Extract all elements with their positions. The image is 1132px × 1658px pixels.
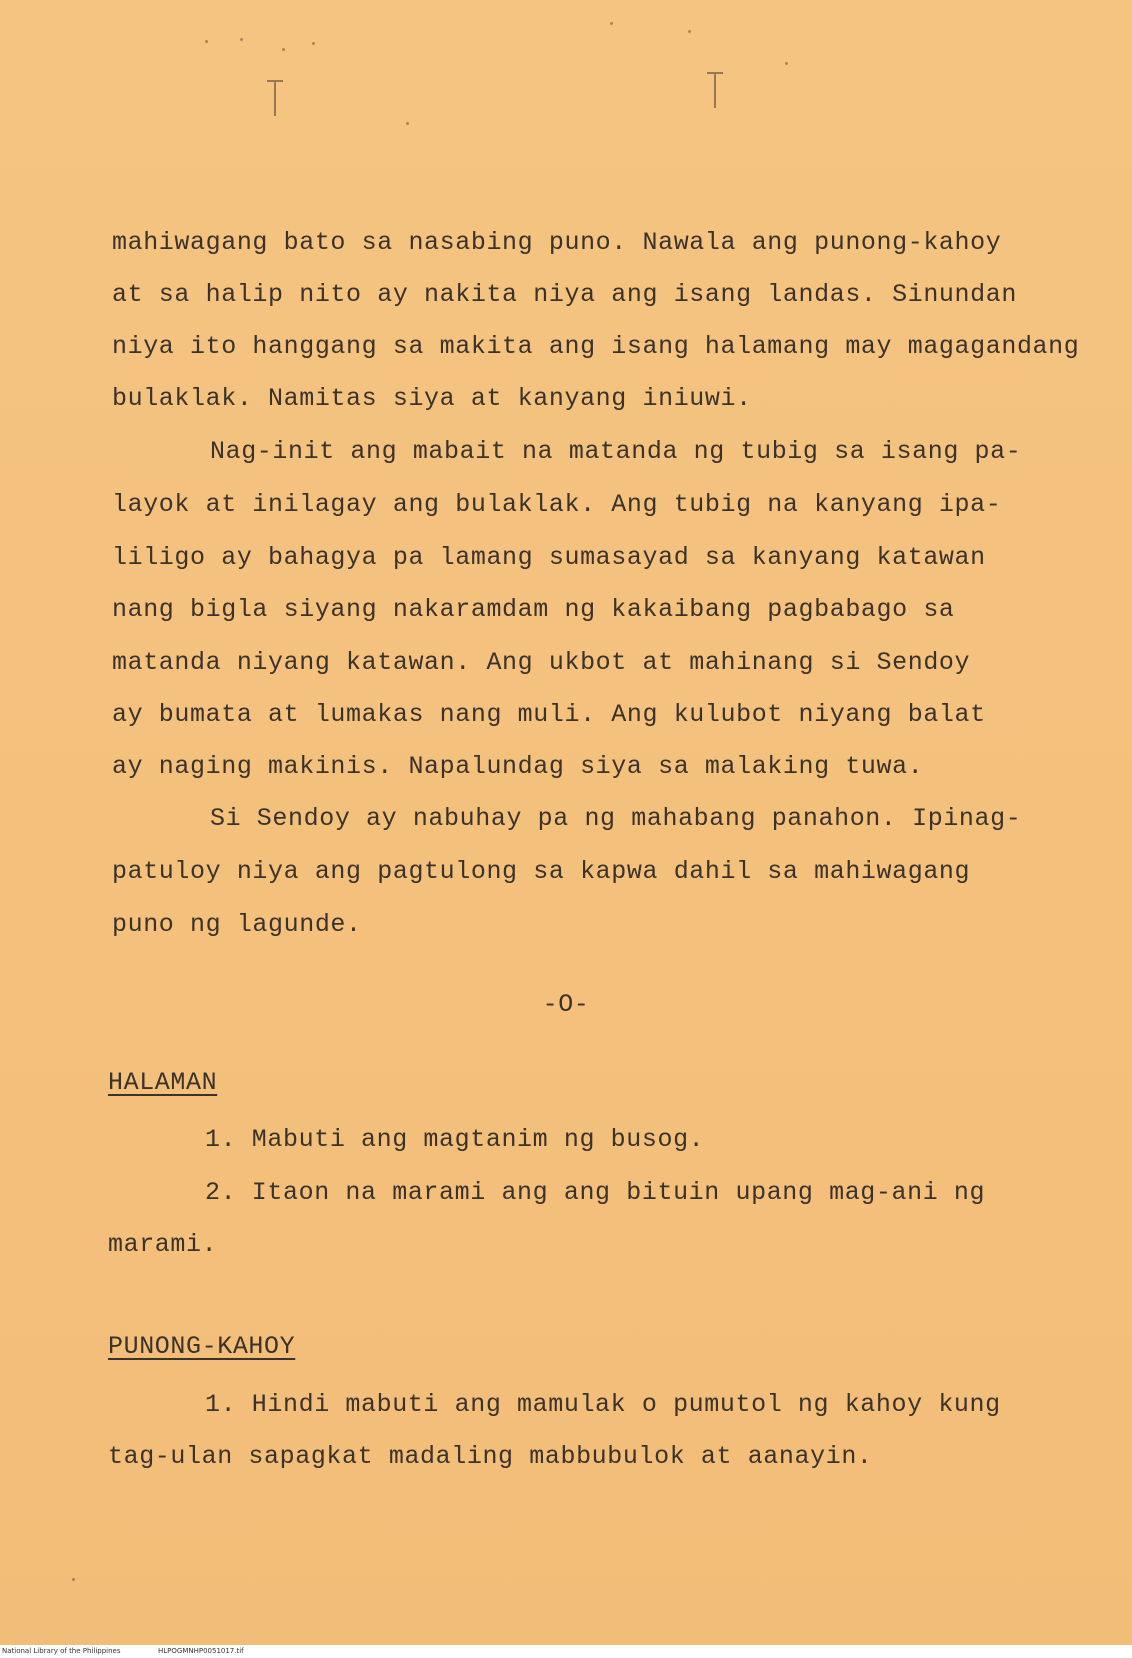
halaman-item: marami.	[108, 1230, 218, 1259]
paragraph-3-line: puno ng lagunde.	[112, 910, 362, 939]
paragraph-1-line: niya ito hanggang sa makita ang isang halamang may magagandang	[112, 332, 1080, 361]
footer-library-name: National Library of the Philippines	[2, 1647, 121, 1655]
paper-speck	[282, 48, 285, 51]
halaman-item: 1. Mabuti ang magtanim ng busog.	[205, 1125, 705, 1154]
staple-mark-left	[274, 80, 276, 116]
paragraph-2-line: nang bigla siyang nakaramdam ng kakaibang pagbabago sa	[112, 595, 955, 624]
halaman-item: 2. Itaon na marami ang ang bituin upang mag-ani ng	[205, 1178, 986, 1207]
paragraph-2-line: Nag-init ang mabait na matanda ng tubig sa isang pa-	[210, 437, 1022, 466]
paper-speck	[610, 22, 613, 25]
paragraph-1-line: mahiwagang bato sa nasabing puno. Nawala ang punong-kahoy	[112, 228, 1002, 257]
footer-file-name: HLPOGMNHP0051017.tif	[158, 1647, 244, 1655]
paragraph-2-line: matanda niyang katawan. Ang ukbot at mahinang si Sendoy	[112, 648, 971, 677]
section-heading-punong-kahoy: PUNONG-KAHOY	[108, 1332, 296, 1361]
staple-mark-right	[714, 72, 716, 108]
paragraph-3-line: patuloy niya ang pagtulong sa kapwa dahil sa mahiwagang	[112, 857, 971, 886]
paper-speck	[240, 38, 243, 41]
paragraph-1-line: bulaklak. Namitas siya at kanyang iniuwi.	[112, 384, 752, 413]
punongkahoy-item: 1. Hindi mabuti ang mamulak o pumutol ng kahoy kung	[205, 1390, 1001, 1419]
punongkahoy-item: tag-ulan sapagkat madaling mabbubulok at aanayin.	[108, 1442, 873, 1471]
section-heading-halaman: HALAMAN	[108, 1068, 218, 1097]
section-separator: -O-	[542, 990, 590, 1019]
paper-speck	[688, 30, 691, 33]
paragraph-2-line: liligo ay bahagya pa lamang sumasayad sa kanyang katawan	[112, 543, 986, 572]
paragraph-2-line: ay bumata at lumakas nang muli. Ang kulubot niyang balat	[112, 700, 986, 729]
paragraph-1-line: at sa halip nito ay nakita niya ang isang landas. Sinundan	[112, 280, 1017, 309]
paper-speck	[406, 122, 409, 125]
paragraph-3-line: Si Sendoy ay nabuhay pa ng mahabang panahon. Ipinag-	[210, 804, 1022, 833]
paragraph-2-line: ay naging makinis. Napalundag siya sa malaking tuwa.	[112, 752, 924, 781]
paper-speck	[312, 42, 315, 45]
paper-speck	[785, 62, 788, 65]
paragraph-2-line: layok at inilagay ang bulaklak. Ang tubig na kanyang ipa-	[112, 490, 1002, 519]
scan-footer	[0, 1645, 1132, 1658]
paper-speck	[205, 40, 208, 43]
paper-speck	[72, 1578, 75, 1581]
